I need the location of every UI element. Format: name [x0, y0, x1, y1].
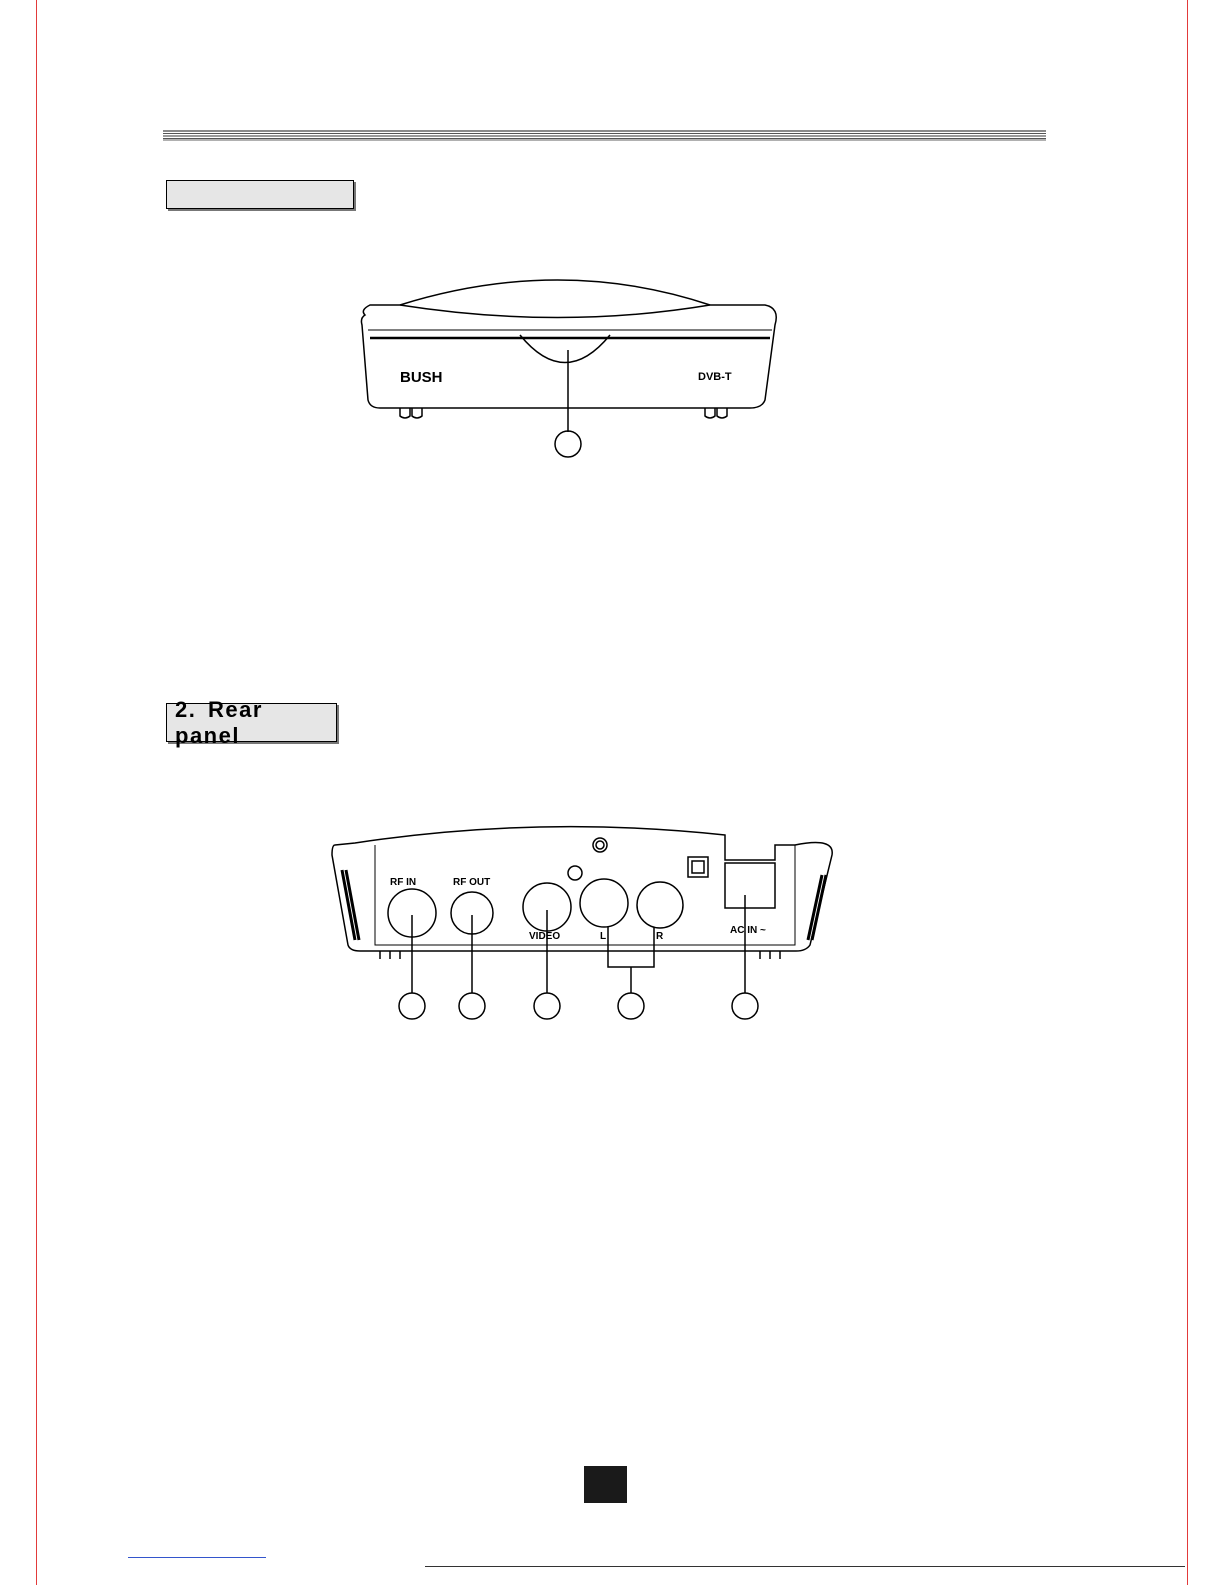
rear-feet [380, 951, 780, 959]
label-rf-in: RF IN [390, 877, 417, 888]
ac-socket [725, 863, 775, 908]
label-l: L [600, 931, 607, 942]
callout-circle-rf-out [459, 993, 485, 1019]
audio-r-port [637, 882, 683, 928]
callout-circle-audio [618, 993, 644, 1019]
footer-dotted-line [425, 1566, 1185, 1567]
right-vent [808, 875, 826, 940]
rear-panel-diagram [320, 815, 850, 1030]
small-jack [568, 866, 582, 880]
callout-circle-video [534, 993, 560, 1019]
callout-circle-rf-in [399, 993, 425, 1019]
housing-outline [361, 305, 776, 408]
left-margin-line [36, 0, 37, 1585]
screw-hole [593, 838, 607, 852]
callout-circle-ac [732, 993, 758, 1019]
foot-right [705, 408, 727, 418]
right-margin-line [1187, 0, 1188, 1585]
front-panel-heading [166, 180, 354, 209]
front-panel-diagram [340, 270, 800, 470]
foot-left [400, 408, 422, 418]
rear-panel-heading [166, 696, 337, 748]
rear-panel-heading-text: 2. Rear panel [175, 696, 263, 748]
page-number-box [584, 1466, 627, 1503]
label-ac-in: AC IN ~ [730, 925, 766, 936]
dvbt-logo: DVB-T [698, 371, 732, 383]
footer-link-line [128, 1557, 266, 1558]
brand-logo: BUSH [400, 369, 443, 386]
label-rf-out: RF OUT [453, 877, 491, 888]
top-dome [400, 280, 710, 305]
header-rule [163, 130, 1046, 141]
callout-line-audio [608, 927, 654, 993]
label-video: VIDEO [529, 931, 561, 942]
audio-l-port [580, 879, 628, 927]
switch-box [688, 857, 708, 877]
callout-circle-1 [555, 431, 581, 457]
label-r: R [656, 931, 664, 942]
